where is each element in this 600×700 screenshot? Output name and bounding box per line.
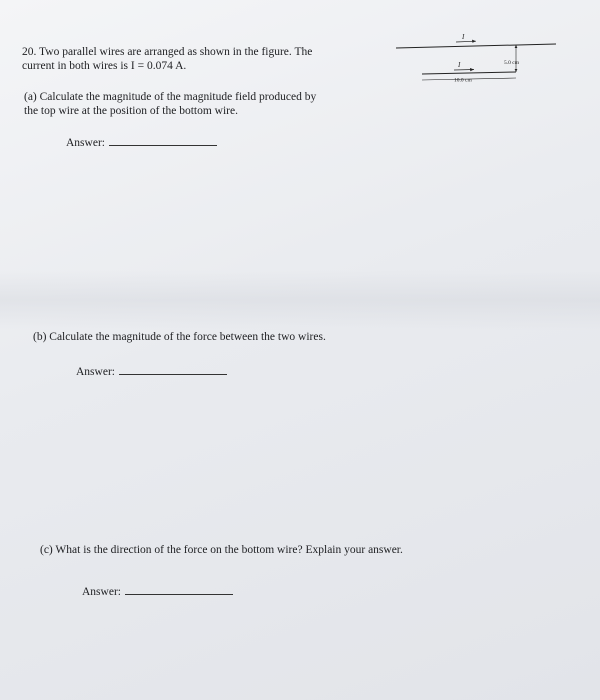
answer-b-blank[interactable] (119, 366, 227, 375)
answer-c-label: Answer: (82, 586, 121, 598)
answer-b (76, 366, 227, 378)
top-current-arrowhead (472, 40, 476, 43)
photo-shadow (0, 270, 600, 330)
answer-a-label: Answer: (66, 137, 105, 149)
bottom-wire (422, 72, 516, 74)
length-label: 10.0 cm (454, 77, 472, 84)
bottom-current-label: I (458, 61, 461, 69)
bottom-current-arrowhead (470, 68, 474, 71)
part-c-text: (c) What is the direction of the force on the bottom wire? Explain your answer. (40, 544, 403, 556)
answer-c-blank[interactable] (125, 586, 233, 595)
answer-a (66, 137, 217, 149)
top-current-label: I (462, 34, 465, 41)
top-wire (396, 44, 556, 48)
question-intro-line-1: 20. Two parallel wires are arranged as shown in the figure. The (22, 46, 313, 58)
separation-label: 5.0 cm (504, 60, 519, 66)
wire-figure (392, 34, 562, 94)
answer-a-blank[interactable] (109, 137, 217, 146)
answer-b-label: Answer: (76, 366, 115, 378)
part-a-line-2: the top wire at the position of the bottom wire. (24, 105, 238, 117)
part-b-text: (b) Calculate the magnitude of the force between the two wires. (33, 331, 326, 343)
part-a-line-1: (a) Calculate the magnitude of the magnitude field produced by (24, 91, 317, 103)
answer-c (82, 586, 233, 598)
question-intro-line-2: current in both wires is I = 0.074 A. (22, 60, 187, 72)
wire-diagram (392, 34, 562, 94)
